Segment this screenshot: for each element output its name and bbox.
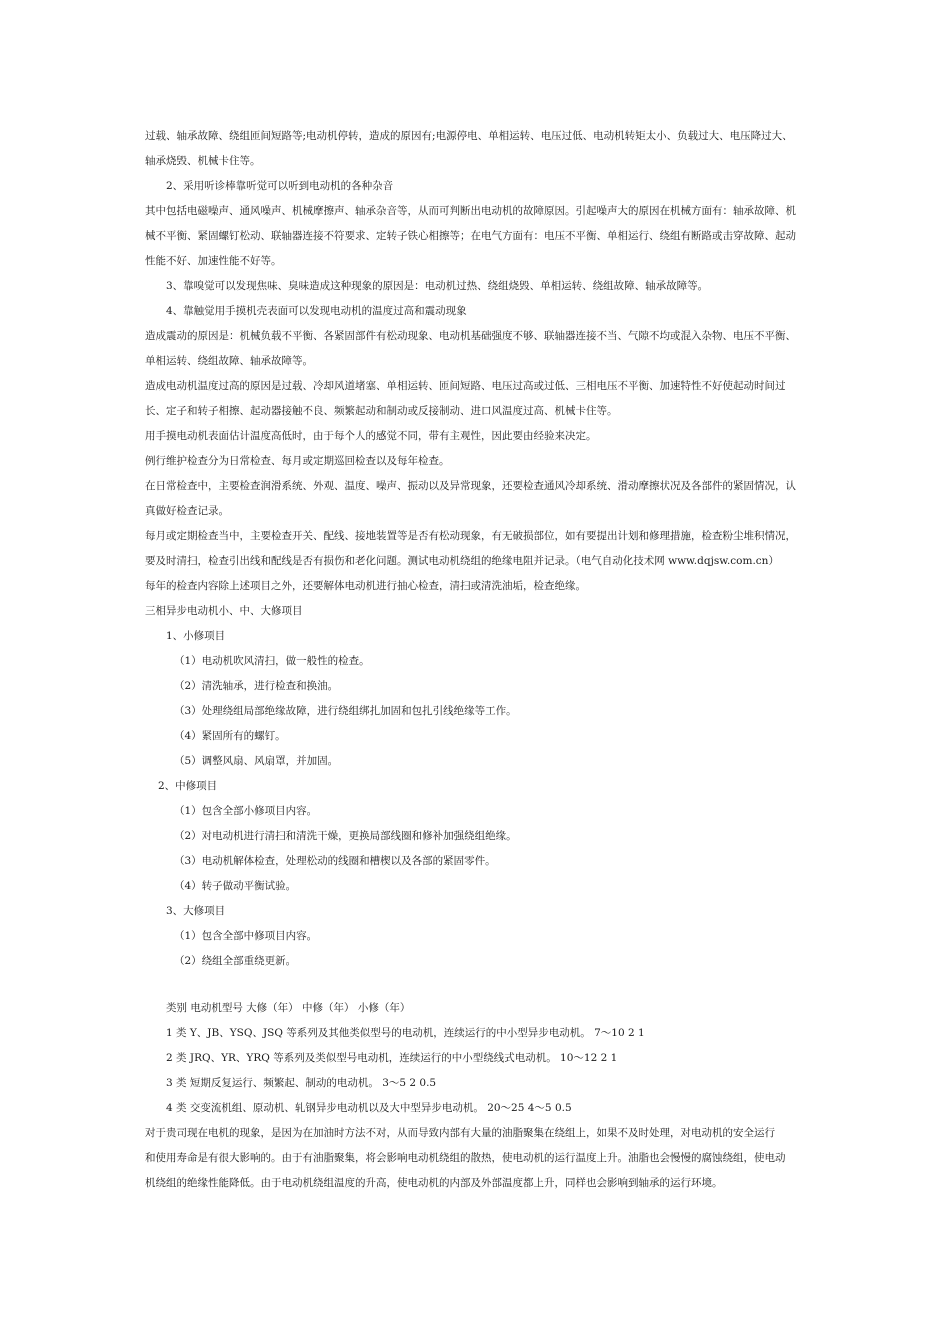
list-item: （2）对电动机进行清扫和清洗干燥，更换局部线圈和修补加强绕组绝缘。 (174, 830, 517, 842)
table-row: 3 类 短期反复运行、频繁起、制动的电动机。 3～5 2 0.5 (166, 1077, 437, 1089)
list-item: （1）包含全部中修项目内容。 (174, 930, 318, 942)
subsection-heading: 3、大修项目 (166, 905, 226, 917)
list-item: （2）绕组全部重绕更新。 (174, 955, 297, 967)
text-line: 机绕组的绝缘性能降低。由于电动机绕组温度的升高，使电动机的内部及外部温度都上升，同样也会影响到轴承的运行环境。 (145, 1177, 723, 1189)
list-item: （5）调整风扇、风扇罩，并加固。 (174, 755, 339, 767)
list-item: （4）转子做动平衡试验。 (174, 880, 297, 892)
section-heading: 4、靠触觉用手摸机壳表面可以发现电动机的温度过高和震动现象 (166, 305, 467, 317)
section-heading: 2、采用听诊棒靠听觉可以听到电动机的各种杂音 (166, 180, 394, 192)
text-line: 例行维护检查分为日常检查、每月或定期巡回检查以及每年检查。 (145, 455, 450, 467)
text-line: 造成电动机温度过高的原因是过载、冷却风道堵塞、单相运转、匝间短路、电压过高或过低、三相电压不平衡、加速特性不好使起动时间过 (145, 380, 786, 392)
text-line: 真做好检查记录。 (145, 505, 229, 517)
text-line: 过载、轴承故障、绕组匝间短路等;电动机停转，造成的原因有;电源停电、单相运转、电压过低、电动机转矩太小、负载过大、电压降过大、 (145, 130, 793, 142)
text-line: 在日常检查中，主要检查润滑系统、外观、温度、噪声、振动以及异常现象，还要检查通风冷却系统、滑动摩擦状况及各部件的紧固情况，认 (145, 480, 796, 492)
section-title: 三相异步电动机小、中、大修项目 (145, 605, 303, 617)
text-line: 性能不好、加速性能不好等。 (145, 255, 282, 267)
text-line: 长、定子和转子相擦、起动器接触不良、频繁起动和制动或反接制动、进口风温度过高、机械卡住等。 (145, 405, 618, 417)
text-line: 械不平衡、紧固螺钉松动、联轴器连接不符要求、定转子铁心相擦等；在电气方面有：电压不平衡、单相运行、绕组有断路或击穿故障、起动 (145, 230, 796, 242)
text-line: 造成震动的原因是：机械负载不平衡、各紧固部件有松动现象、电动机基础强度不够、联轴器连接不当、气隙不均或混入杂物、电压不平衡、 (145, 330, 796, 342)
text-line: 用手摸电动机表面估计温度高低时，由于每个人的感觉不同，带有主观性，因此要由经验来决定。 (145, 430, 597, 442)
text-line: 轴承烧毁、机械卡住等。 (145, 155, 261, 167)
section-heading: 3、靠嗅觉可以发现焦味、臭味造成这种现象的原因是：电动机过热、绕组烧毁、单相运转、绕组故障、轴承故障等。 (166, 280, 709, 292)
list-item: （3）电动机解体检查，处理松动的线圈和槽楔以及各部的紧固零件。 (174, 855, 496, 867)
subsection-heading: 2、中修项目 (158, 780, 218, 792)
list-item: （1）电动机吹风清扫，做一般性的检查。 (174, 655, 370, 667)
text-line: 每年的检查内容除上述项目之外，还要解体电动机进行抽心检查，清扫或清洗油垢，检查绝缘。 (145, 580, 586, 592)
text-line: 对于贵司现在电机的现象，是因为在加油时方法不对，从而导致内部有大量的油脂聚集在绕组上，如果不及时处理，对电动机的安全运行 (145, 1127, 775, 1139)
text-line: 和使用寿命是有很大影响的。由于有油脂聚集，将会影响电动机绕组的散热，使电动机的运行温度上升。油脂也会慢慢的腐蚀绕组，使电动 (145, 1152, 786, 1164)
list-item: （4）紧固所有的螺钉。 (174, 730, 286, 742)
table-row: 4 类 交变流机组、原动机、轧钢异步电动机以及大中型异步电动机。 20～25 4～5 0.5 (166, 1102, 572, 1114)
list-item: （3）处理绕组局部绝缘故障，进行绕组绑扎加固和包扎引线绝缘等工作。 (174, 705, 517, 717)
text-line: 其中包括电磁噪声、通风噪声、机械摩擦声、轴承杂音等，从而可判断出电动机的故障原因。引起噪声大的原因在机械方面有：轴承故障、机 (145, 205, 796, 217)
subsection-heading: 1、小修项目 (166, 630, 226, 642)
text-line: 要及时清扫，检查引出线和配线是否有损伤和老化问题。测试电动机绕组的绝缘电阻并记录。（电气自动化技术网 www.dqjsw.com.cn） (145, 555, 779, 567)
table-row: 2 类 JRQ、YR、YRQ 等系列及类似型号电动机，连续运行的中小型绕线式电动机。 10～12 2 1 (166, 1052, 618, 1064)
text-line: 每月或定期检查当中，主要检查开关、配线、接地装置等是否有松动现象，有无破损部位，如有要提出计划和修理措施，检查粉尘堆积情况， (145, 530, 796, 542)
table-header-row: 类别 电动机型号 大修（年） 中修（年） 小修（年） (166, 1002, 411, 1014)
text-line: 单相运转、绕组故障、轴承故障等。 (145, 355, 313, 367)
list-item: （1）包含全部小修项目内容。 (174, 805, 318, 817)
table-row: 1 类 Y、JB、YSQ、JSQ 等系列及其他类似型号的电动机，连续运行的中小型异步电动机。 7～10 2 1 (166, 1027, 645, 1039)
list-item: （2）清洗轴承，进行检查和换油。 (174, 680, 339, 692)
